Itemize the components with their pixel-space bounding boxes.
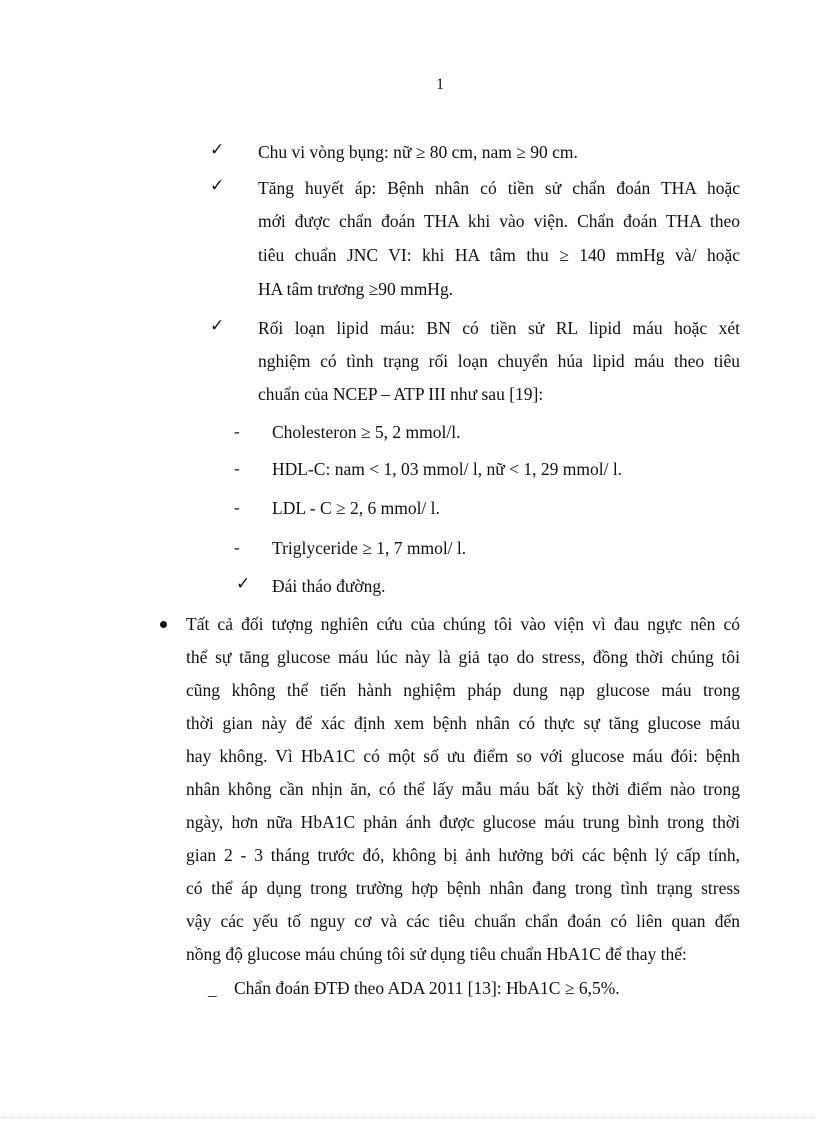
hypertension-line: Tăng huyết áp: Bệnh nhân có tiền sử chẩn đoán THA hoặc	[258, 178, 740, 198]
dash-marker: -	[234, 422, 240, 441]
low-dash-marker: _	[208, 980, 217, 999]
hypertension-line: HA tâm trương ≥90 mmHg.	[258, 279, 454, 299]
checkmark-icon: ✓	[210, 140, 225, 159]
paragraph-line: ngày, hơn nữa HbA1C phản ánh được glucose máu trung bình trong thời	[186, 812, 740, 832]
paragraph-line: cũng không thể tiến hành nghiệm pháp dung nạp glucose máu trong	[186, 680, 740, 700]
paragraph-line: có thể áp dụng trong trường hợp bệnh nhân đang trong tình trạng stress	[186, 878, 740, 898]
bullet-icon	[160, 621, 167, 628]
checkmark-icon: ✓	[210, 176, 225, 195]
checkmark-icon: ✓	[236, 574, 251, 593]
paragraph-line: vậy các yếu tố nguy cơ và các tiêu chuẩn chẩn đoán có liên quan đến	[186, 911, 740, 931]
paragraph-line: gian 2 - 3 tháng trước đó, không bị ảnh hưởng bởi các bệnh lý cấp tính,	[186, 845, 740, 865]
paragraph-line: nhân không cần nhịn ăn, có thể lấy mẫu máu bất kỳ thời điểm nào trong	[186, 779, 740, 799]
paragraph-line: Tất cả đối tượng nghiên cứu của chúng tôi vào viện vì đau ngực nên có	[186, 614, 740, 634]
lipid-line: nghiệm có tình trạng rối loạn chuyển húa lipid máu theo tiêu	[258, 351, 740, 371]
ada-criterion: Chẩn đoán ĐTĐ theo ADA 2011 [13]: HbA1C ≥ 6,5%.	[234, 978, 620, 998]
paragraph-line: nồng độ glucose máu chúng tôi sử dụng tiêu chuẩn HbA1C để thay thế:	[186, 944, 687, 964]
page-bottom-divider	[0, 1117, 816, 1118]
dash-marker: -	[234, 538, 240, 557]
lipid-item: LDL - C ≥ 2, 6 mmol/ l.	[272, 498, 440, 518]
lipid-item: HDL-C: nam < 1, 03 mmol/ l, nữ < 1, 29 mmol/ l.	[272, 459, 623, 479]
paragraph-line: thể sự tăng glucose máu lúc này là giả tạo do stress, đồng thời chúng tôi	[186, 647, 740, 667]
hypertension-line: mới được chẩn đoán THA khi vào viện. Chẩn đoán THA theo	[258, 211, 740, 231]
dash-marker: -	[234, 459, 240, 478]
waist-criterion: Chu vi vòng bụng: nữ ≥ 80 cm, nam ≥ 90 cm.	[258, 142, 578, 162]
diabetes-criterion: Đái tháo đường.	[272, 576, 386, 596]
paragraph-line: hay không. Vì HbA1C có một số ưu điểm so với glucose máu đói: bệnh	[186, 746, 740, 766]
checkmark-icon: ✓	[210, 316, 225, 335]
lipid-line: chuẩn của NCEP – ATP III như sau [19]:	[258, 384, 544, 404]
lipid-item: Cholesteron ≥ 5, 2 mmol/l.	[272, 422, 461, 442]
hypertension-line: tiêu chuẩn JNC VI: khi HA tâm thu ≥ 140 mmHg và/ hoặc	[258, 245, 740, 265]
lipid-item: Triglyceride ≥ 1, 7 mmol/ l.	[272, 538, 467, 558]
dash-marker: -	[234, 498, 240, 517]
lipid-line: Rối loạn lipid máu: BN có tiền sử RL lipid máu hoặc xét	[258, 318, 740, 338]
page-number: 1	[436, 76, 444, 93]
paragraph-line: thời gian này để xác định xem bệnh nhân có thực sự tăng glucose máu	[186, 713, 740, 733]
